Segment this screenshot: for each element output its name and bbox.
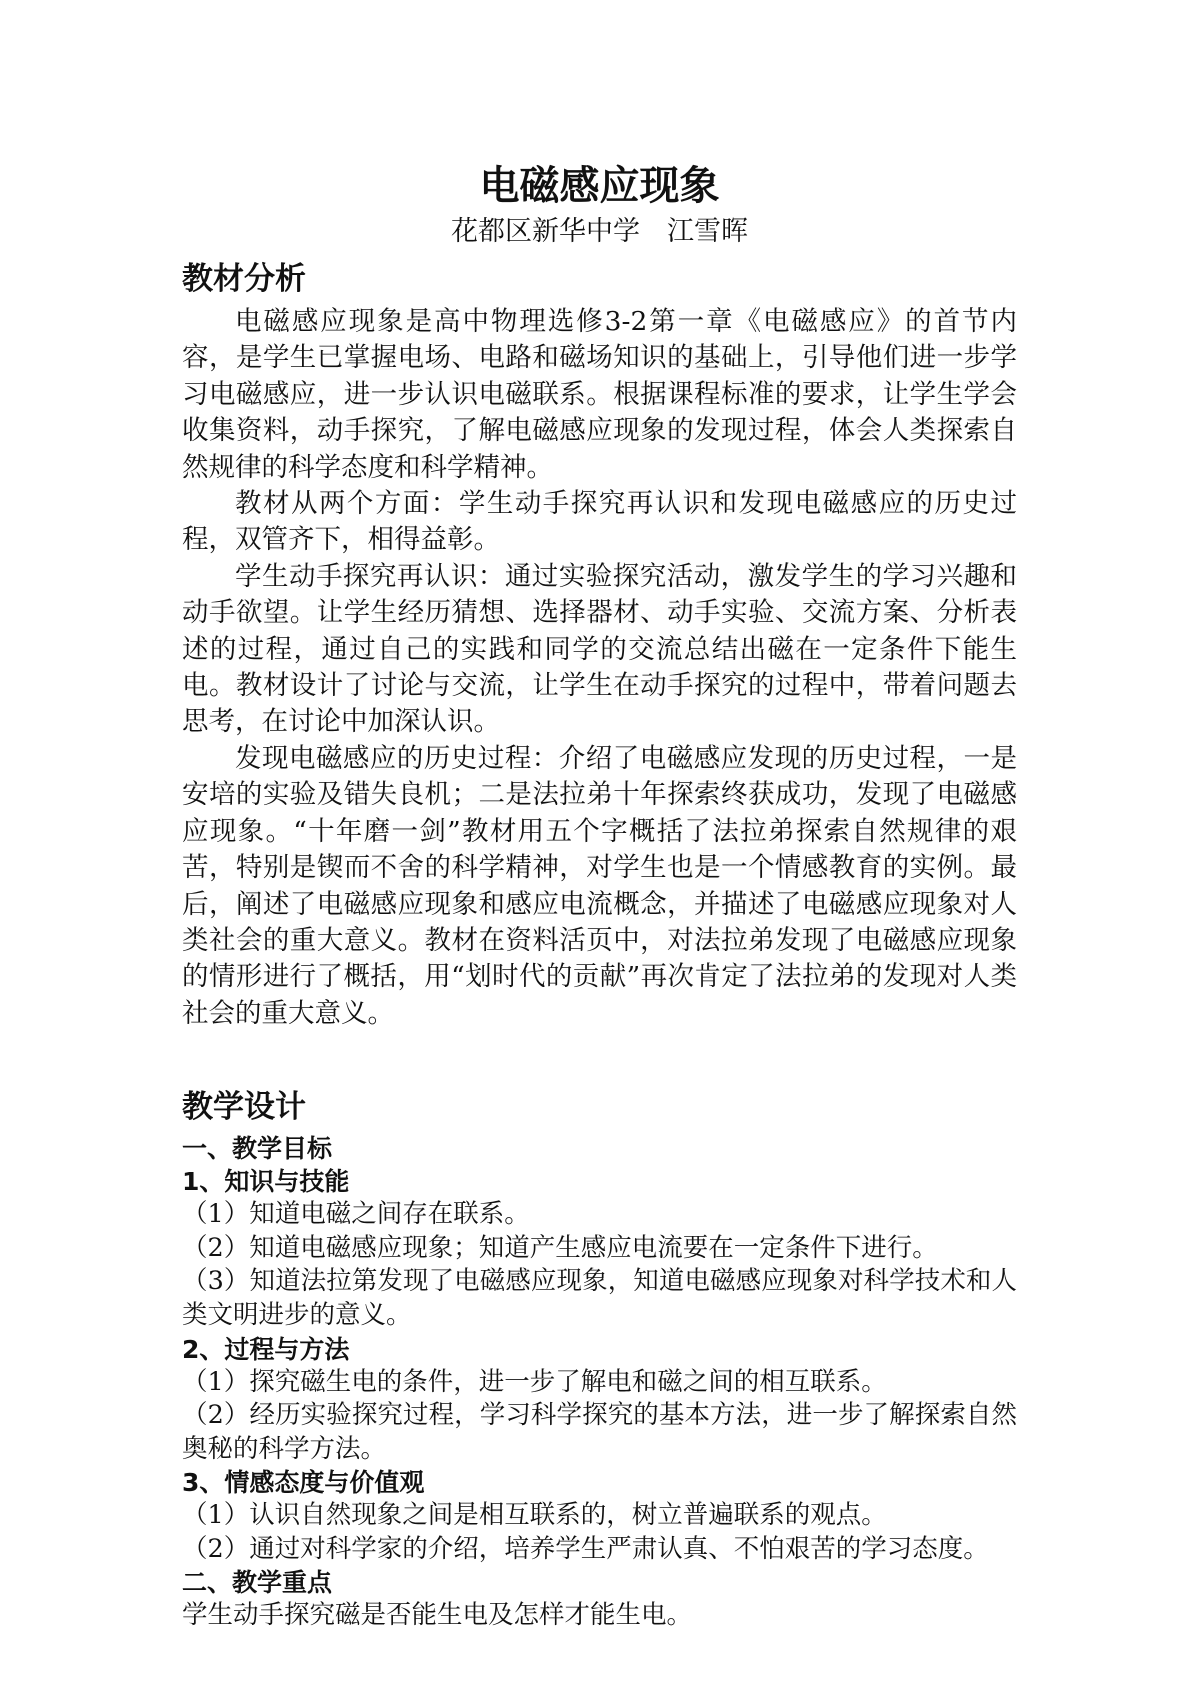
list-item: （3）知道法拉第发现了电磁感应现象，知道电磁感应现象对科学技术和人类文明进步的意义。 <box>182 1266 1017 1330</box>
paragraph: 电磁感应现象是高中物理选修3-2第一章《电磁感应》的首节内容，是学生已掌握电场、电路和磁场知识的基础上，引导他们进一步学习电磁感应，进一步认识电磁联系。根据课程标准的要求，让学生学会收集资料，动手探究，了解电磁感应现象的发现过程，体会人类探索自然规律的科学态度和科学精神。 <box>182 306 1017 483</box>
subheading-knowledge-skills: 1、知识与技能 <box>182 1167 350 1197</box>
list-item: （1）探究磁生电的条件，进一步了解电和磁之间的相互联系。 <box>182 1366 887 1397</box>
paragraph: 发现电磁感应的历史过程：介绍了电磁感应发现的历史过程，一是安培的实验及错失良机；二是法拉弟十年探索终获成功，发现了电磁感应现象。“十年磨一剑”教材用五个字概括了法拉弟探索自然规律的艰苦，特别是锲而不舍的科学精神，对学生也是一个情感教育的实例。最后，阐述了电磁感应现象和感应电流概念，并描述了电磁感应现象对人类社会的重大意义。教材在资料活页中，对法拉弟发现了电磁感应现象的情形进行了概括，用“划时代的贡献”再次肯定了法拉弟的发现对人类社会的重大意义。 <box>182 742 1017 1029</box>
list-item: （2）知道电磁感应现象；知道产生感应电流要在一定条件下进行。 <box>182 1232 938 1263</box>
section-heading-textbook-analysis: 教材分析 <box>182 261 306 297</box>
author-line: 花都区新华中学 江雪晖 <box>451 216 748 247</box>
paragraph: 学生动手探究再认识：通过实验探究活动，激发学生的学习兴趣和动手欲望。让学生经历猜想、选择器材、动手实验、交流方案、分析表述的过程，通过自己的实践和同学的交流总结出磁在一定条件下能生电。教材设计了讨论与交流，让学生在动手探究的过程中，带着问题去思考，在讨论中加深认识。 <box>182 560 1017 738</box>
subheading-emotion-values: 3、情感态度与价值观 <box>182 1468 425 1498</box>
spacer <box>182 1032 1017 1084</box>
key-point-text: 学生动手探究磁是否能生电及怎样才能生电。 <box>182 1600 693 1631</box>
paragraph: 教材从两个方面：学生动手探究再认识和发现电磁感应的历史过程，双管齐下，相得益彰。 <box>182 488 1017 556</box>
list-item: （1）知道电磁之间存在联系。 <box>182 1199 530 1230</box>
subheading-teaching-key-points: 二、教学重点 <box>182 1568 333 1598</box>
list-item: （1）认识自然现象之间是相互联系的，树立普遍联系的观点。 <box>182 1500 887 1531</box>
document-page <box>182 160 1017 1633</box>
page-title: 电磁感应现象 <box>479 163 720 209</box>
section-heading-teaching-design: 教学设计 <box>182 1089 306 1126</box>
subheading-teaching-goals: 一、教学目标 <box>182 1134 333 1164</box>
list-item: （2）经历实验探究过程，学习科学探究的基本方法，进一步了解探索自然奥秘的科学方法。 <box>182 1400 1017 1464</box>
subheading-process-methods: 2、过程与方法 <box>182 1334 350 1364</box>
list-item: （2）通过对科学家的介绍，培养学生严肃认真、不怕艰苦的学习态度。 <box>182 1533 989 1564</box>
